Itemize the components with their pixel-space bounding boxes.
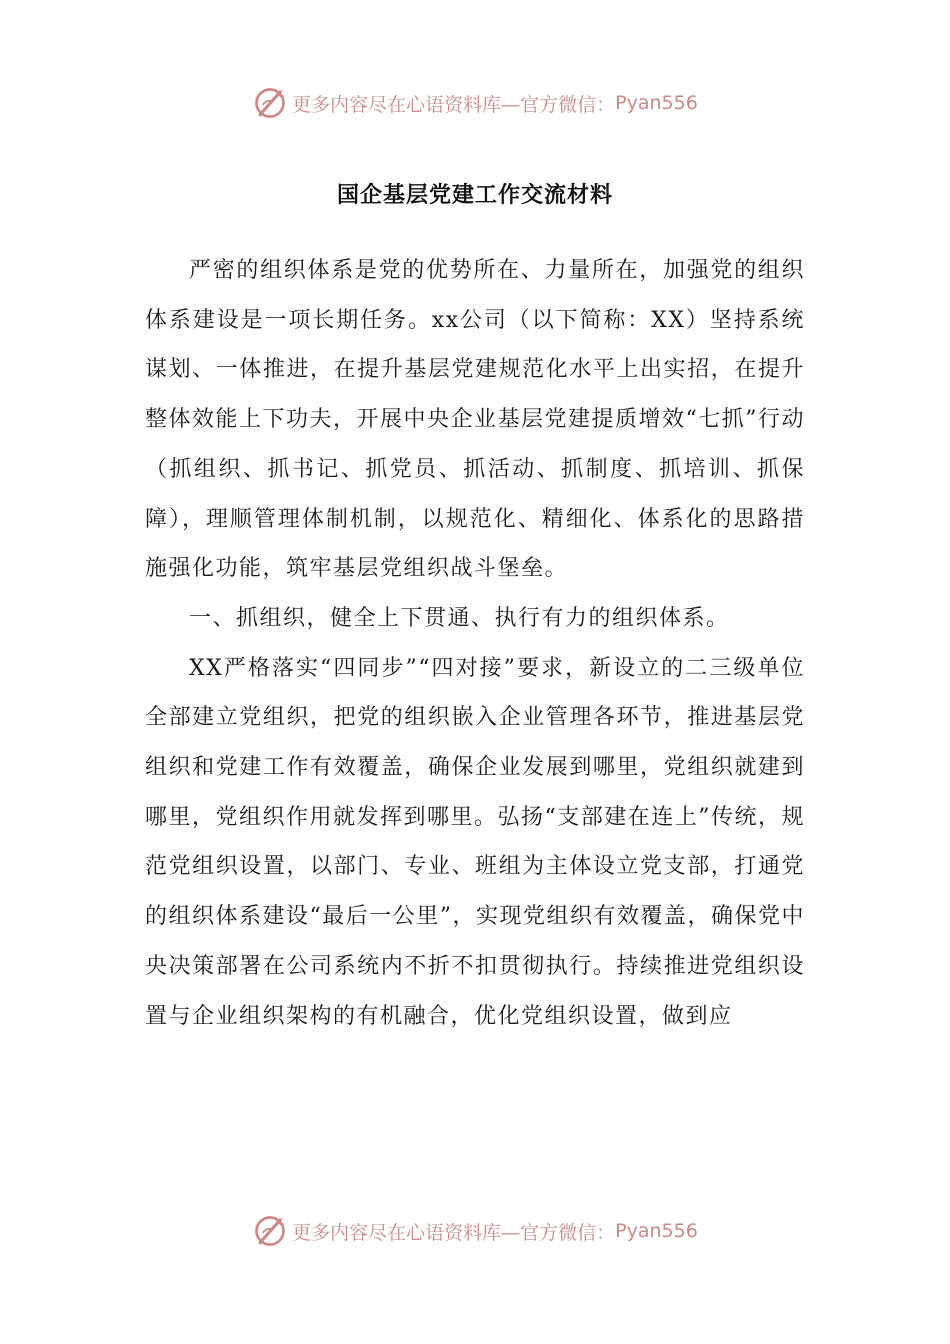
watermark-text: 更多内容尽在心语资料库—官方微信： xyxy=(292,1221,616,1244)
pen-logo-icon xyxy=(252,1213,288,1249)
watermark-text: 更多内容尽在心语资料库—官方微信： xyxy=(292,93,616,116)
paragraph-section-1: XX严格落实“四同步”“四对接”要求，新设立的二三级单位全部建立党组织，把党的组织嵌入企业管理各环节，推进基层党组织和党建工作有效覆盖，确保企业发展到哪里，党组织就建到哪里，党组织作用就发挥到哪里。弘扬“支部建在连上”传统，规范党组织设置，以部门、专业、班组为主体设立党支部，打通党的组织体系建设“最后一公里”，实现党组织有效覆盖，确保党中央决策部署在公司系统内不折不扣贯彻执行。持续推进党组织设置与企业组织架构的有机融合，优化党组织设置，做到应 xyxy=(145,655,805,1029)
watermark-wechat-id: Pyan556 xyxy=(615,1220,698,1242)
paragraph-intro: 严密的组织体系是党的优势所在、力量所在，加强党的组织体系建设是一项长期任务。xx公司（以下简称：XX）坚持系统谋划、一体推进，在提升基层党建规范化水平上出实招，在提升整体效能上下功夫，开展中央企业基层党建提质增效“七抓”行动（抓组织、抓书记、抓党员、抓活动、抓制度、抓培训、抓保障），理顺管理体制机制，以规范化、精细化、体系化的思路措施强化功能，筑牢基层党组织战斗堡垒。 xyxy=(145,258,805,582)
watermark-wechat-id: Pyan556 xyxy=(615,92,698,114)
document-title: 国企基层党建工作交流材料 xyxy=(336,183,613,208)
watermark-header xyxy=(0,83,950,123)
watermark-footer xyxy=(0,1211,950,1251)
section-heading: 一、抓组织，健全上下贯通、执行有力的组织体系。 xyxy=(189,605,730,631)
pen-logo-icon xyxy=(252,85,288,121)
document-body xyxy=(145,246,805,1041)
